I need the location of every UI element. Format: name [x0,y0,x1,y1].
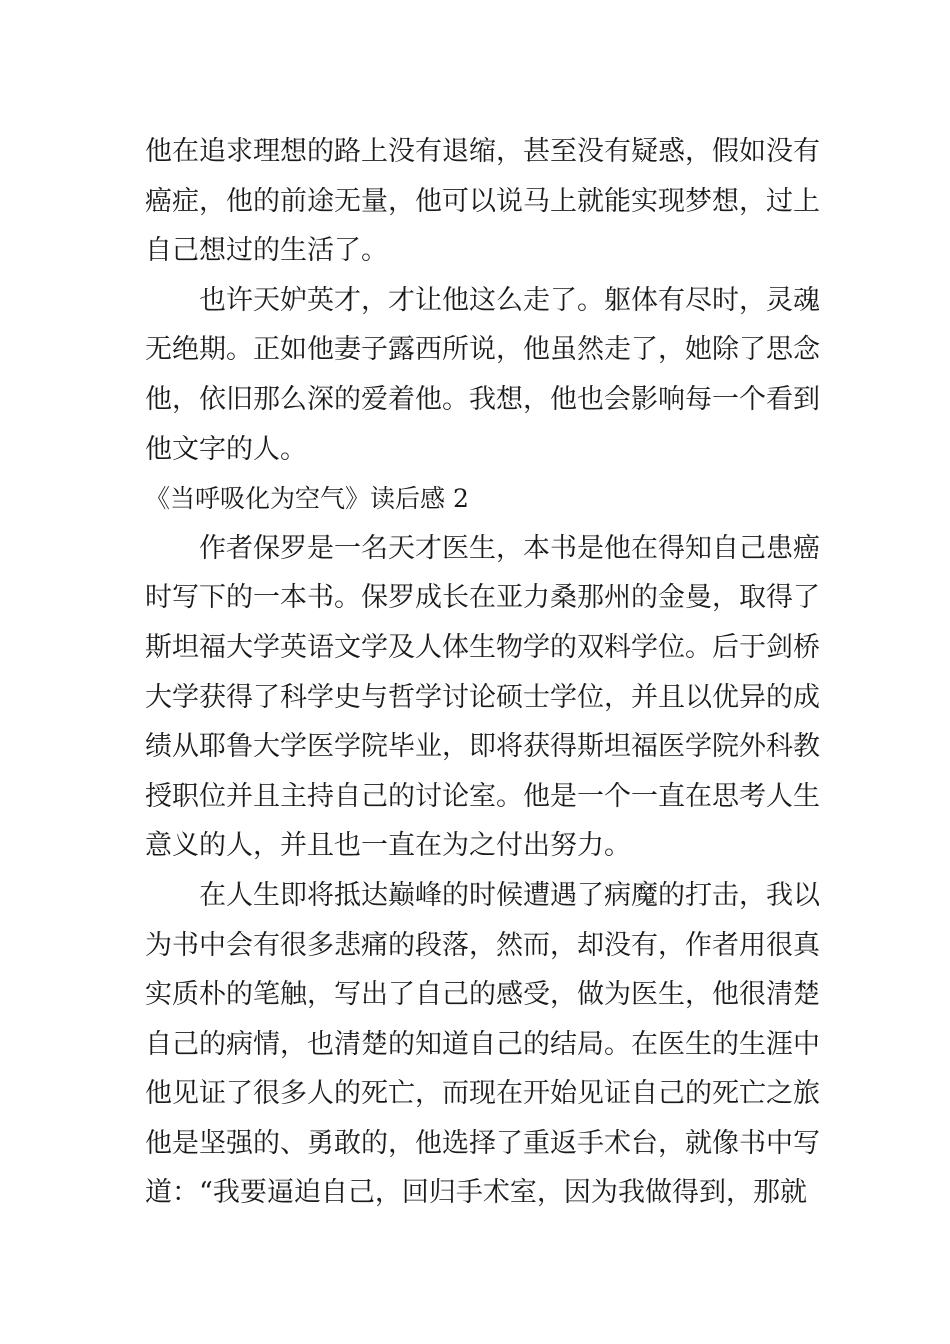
text-line: 自己的病情，也清楚的知道自己的结局。在医生的生涯中 [145,1028,820,1060]
paragraph-2 [145,276,820,474]
text-line: 大学获得了科学史与哲学讨论硕士学位，并且以优异的成 [145,681,820,713]
paragraph-4 [145,871,820,1218]
text-line: 实质朴的笔触，写出了自己的感受，做为医生，他很清楚 [145,979,820,1011]
text-line: 道：“我要逼迫自己，回归手术室，因为我做得到，那就 [145,1177,807,1209]
text-line: 在人生即将抵达巅峰的时候遭遇了病魔的打击，我以 [199,879,820,911]
text-line: 意义的人，并且也一直在为之付出努力。 [145,830,631,862]
text-line: 癌症，他的前途无量，他可以说马上就能实现梦想，过上 [145,185,820,217]
text-line: 斯坦福大学英语文学及人体生物学的双料学位。后于剑桥 [145,631,820,663]
paragraph-1 [145,127,820,276]
text-line: 他是坚强的、勇敢的，他选择了重返手术台，就像书中写 [145,1127,820,1159]
text-line: 为书中会有很多悲痛的段落，然而，却没有，作者用很真 [145,929,820,961]
text-line: 他在追求理想的路上没有退缩，甚至没有疑惑，假如没有 [145,136,820,167]
text-line: 授职位并且主持自己的讨论室。他是一个一直在思考人生 [145,780,820,812]
text-line: 他文字的人。 [145,433,307,465]
text-line: 作者保罗是一名天才医生，本书是他在得知自己患癌 [199,532,820,564]
text-line: 自己想过的生活了。 [145,235,388,267]
text-line: 无绝期。正如他妻子露西所说，他虽然走了，她除了思念 [145,334,820,366]
paragraph-3 [145,524,820,871]
text-line: 他，依旧那么深的爱着他。我想，他也会影响每一个看到 [145,383,820,415]
text-line: 也许天妒英才，才让他这么走了。躯体有尽时，灵魂 [199,284,820,316]
text-line: 他见证了很多人的死亡，而现在开始见证自己的死亡之旅 [145,1078,820,1110]
text-line: 时写下的一本书。保罗成长在亚力桑那州的金曼，取得了 [145,582,820,614]
section-heading: 《当呼吸化为空气》读后感 2 [145,484,469,514]
text-line: 绩从耶鲁大学医学院毕业，即将获得斯坦福医学院外科教 [145,731,820,763]
document-body [145,127,820,1218]
